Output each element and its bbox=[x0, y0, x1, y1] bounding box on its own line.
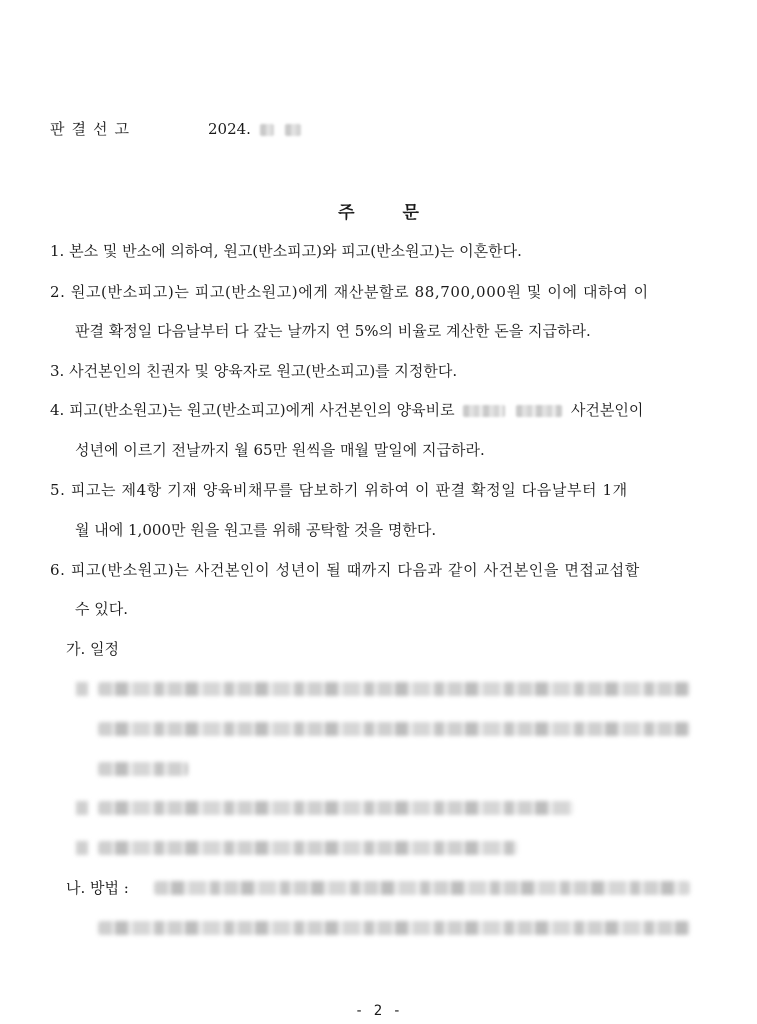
redacted-line bbox=[98, 722, 690, 736]
redacted-day bbox=[285, 124, 301, 136]
redacted-bullet bbox=[76, 801, 88, 815]
order-item-6-line-1: 6. 피고(반소원고)는 사건본인이 성년이 될 때까지 다음과 같이 사건본인을 면접교섭할 bbox=[50, 561, 640, 579]
redacted-line bbox=[98, 801, 574, 815]
redacted-line bbox=[98, 762, 188, 776]
order-title-left: 주 bbox=[338, 203, 355, 223]
order-item-4-line-2: 성년에 이르기 전날까지 월 65만 원씩을 매월 말일에 지급하라. bbox=[75, 441, 485, 459]
page-number: - 2 - bbox=[354, 1003, 403, 1019]
order-item-2-line-2: 판결 확정일 다음날부터 다 갚는 날까지 연 5%의 비율로 계산한 돈을 지급하라. bbox=[75, 322, 591, 340]
order-item-4-text-a: 4. 피고(반소원고)는 원고(반소피고)에게 사건본인의 양육비로 bbox=[50, 401, 455, 419]
order-item-4-text-b: 사건본인이 bbox=[570, 401, 644, 419]
order-item-6-line-2: 수 있다. bbox=[75, 600, 129, 618]
redacted-amount-a bbox=[463, 405, 505, 417]
judgment-label: 판결선고 bbox=[50, 120, 136, 138]
redacted-bullet bbox=[76, 841, 88, 855]
order-item-5-line-1: 5. 피고는 제4항 기재 양육비채무를 담보하기 위하여 이 판결 확정일 다음날부터 1개 bbox=[50, 481, 628, 499]
order-title bbox=[0, 198, 757, 223]
order-item-1: 1. 본소 및 반소에 의하여, 원고(반소피고)와 피고(반소원고)는 이혼한다. bbox=[50, 242, 522, 260]
judgment-date bbox=[208, 118, 301, 140]
order-item-3: 3. 사건본인의 친권자 및 양육자로 원고(반소피고)를 지정한다. bbox=[50, 362, 458, 380]
redacted-bullet bbox=[76, 682, 88, 696]
redacted-line bbox=[98, 682, 690, 696]
redacted-amount-b bbox=[516, 405, 562, 417]
order-item-5-line-2: 월 내에 1,000만 원을 원고를 위해 공탁할 것을 명한다. bbox=[75, 521, 437, 539]
schedule-heading: 가. 일정 bbox=[66, 640, 120, 658]
redacted-month bbox=[260, 124, 274, 136]
order-title-right: 문 bbox=[402, 203, 419, 223]
redacted-line bbox=[154, 881, 690, 895]
judgment-date-line bbox=[50, 118, 251, 140]
order-item-4-line-1 bbox=[50, 399, 643, 421]
order-item-2-line-1: 2. 원고(반소피고)는 피고(반소원고)에게 재산분할로 88,700,000원 및 이에 대하여 이 bbox=[50, 283, 649, 301]
redacted-line bbox=[98, 841, 518, 855]
judgment-date-year: 2024. bbox=[208, 120, 251, 138]
method-heading: 나. 방법 : bbox=[66, 879, 129, 897]
redacted-line bbox=[98, 921, 690, 935]
